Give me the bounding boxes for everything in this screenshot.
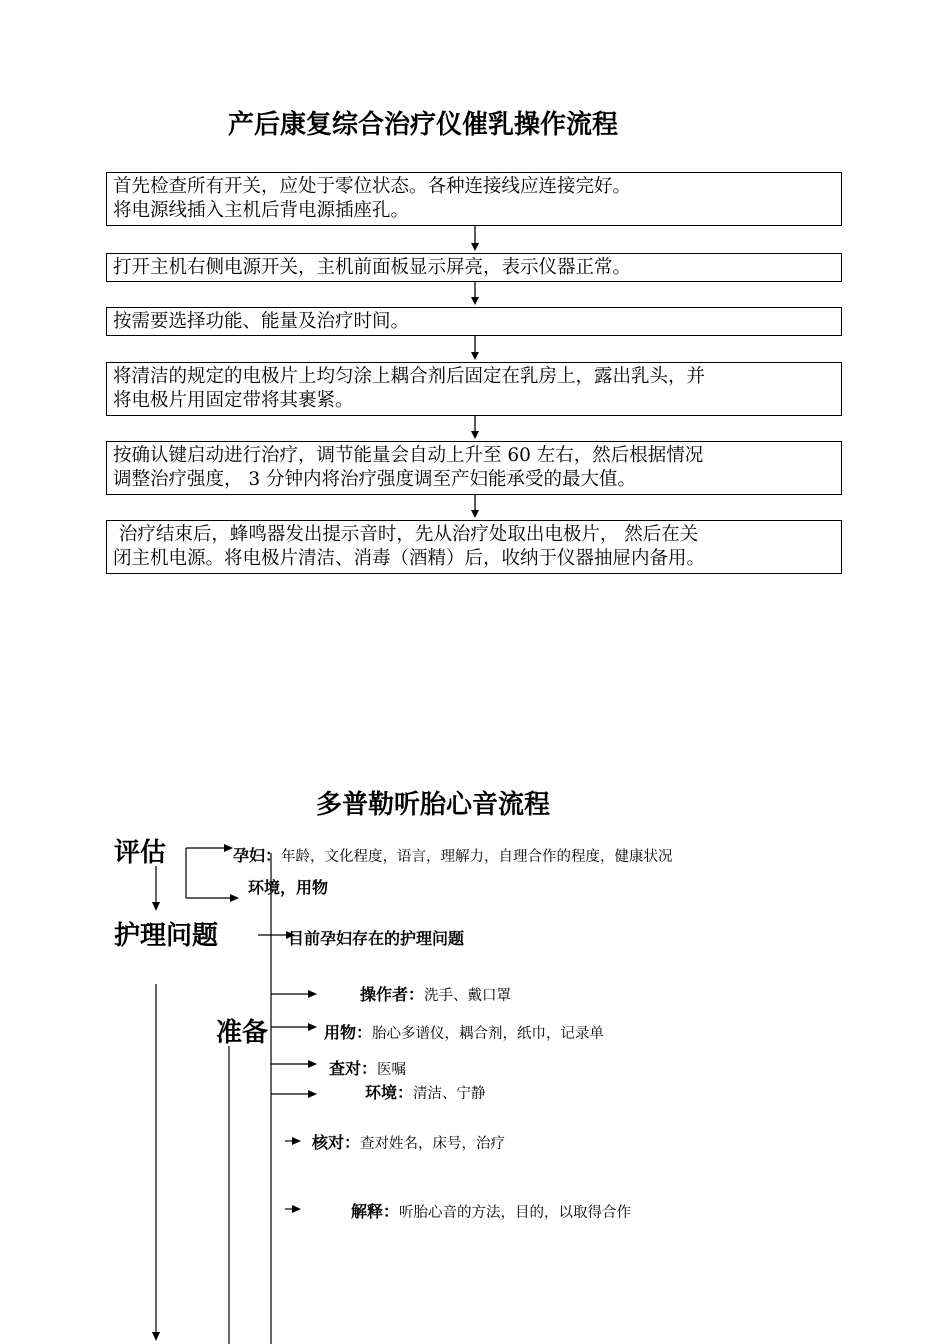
prep-heading: 准备 [216, 1018, 269, 1048]
prep-item-text: 洗手、戴口罩 [424, 988, 512, 1004]
assessment-pregnant [233, 843, 673, 866]
doc2-title: 多普勒听胎心音流程 [316, 790, 551, 820]
prep-item-label: 查对： [329, 1059, 378, 1078]
pregnant-text: 年龄，文化程度，语言，理解力，自理合作的程度，健康状况 [281, 849, 673, 865]
prep-item-text: 胎心多谱仪，耦合剂，纸巾，记录单 [372, 1026, 605, 1042]
assessment-heading: 评估 [114, 838, 167, 868]
prep-item-label: 用物： [324, 1023, 373, 1042]
check-label: 核对： [312, 1133, 361, 1152]
step-3-line-1: 按需要选择功能、能量及治疗时间。 [113, 311, 410, 332]
step-4-line-2: 将电极片用固定带将其裹紧。 [113, 390, 354, 411]
step-4-line-1: 将清洁的规定的电极片上均匀涂上耦合剂后固定在乳房上，露出乳头，并 [113, 366, 706, 387]
step-5-line-1: 按确认键启动进行治疗，调节能量会自动上升至 60 左右，然后根据情况 [113, 445, 704, 466]
problem-label: 目前孕妇存在的护理问题 [288, 929, 465, 948]
step-1-line-1: 首先检查所有开关，应处于零位状态。各种连接线应连接完好。 [113, 176, 632, 197]
step-6-line-1: 治疗结束后，蜂鸣器发出提示音时，先从治疗处取出电极片， 然后在关 [113, 524, 699, 545]
pregnant-label: 孕妇： [233, 846, 282, 865]
assessment-environment [248, 875, 328, 898]
prep-item-label: 操作者： [360, 985, 425, 1004]
step-1-line-2: 将电源线插入主机后背电源插座孔。 [113, 200, 410, 221]
step-5-line-2: 调整治疗强度， 3 分钟内将治疗强度调至产妇能承受的最大值。 [113, 469, 637, 490]
check-step [312, 1130, 505, 1153]
problem-text [288, 926, 464, 949]
environment-label: 环境，用物 [248, 878, 329, 897]
step-2-line-1: 打开主机右侧电源开关，主机前面板显示屏亮，表示仪器正常。 [113, 257, 632, 278]
prep-item-operator [360, 982, 511, 1005]
check-text: 查对姓名，床号，治疗 [360, 1136, 506, 1152]
prep-item-check-order [329, 1056, 406, 1079]
step-6-line-2: 闭主机电源。将电极片清洁、消毒（酒精）后，收纳于仪器抽屉内备用。 [113, 548, 706, 569]
explain-step [351, 1199, 631, 1222]
explain-text: 听胎心音的方法，目的，以取得合作 [399, 1205, 632, 1221]
prep-item-label: 环境： [365, 1083, 414, 1102]
prep-item-text: 清洁、宁静 [413, 1086, 486, 1102]
problem-heading: 护理问题 [114, 921, 219, 951]
explain-label: 解释： [351, 1202, 400, 1221]
prep-item-supplies [324, 1020, 604, 1043]
prep-item-text: 医嘱 [377, 1062, 407, 1078]
prep-item-environment [365, 1080, 486, 1103]
doc1-title: 产后康复综合治疗仪催乳操作流程 [228, 110, 619, 140]
